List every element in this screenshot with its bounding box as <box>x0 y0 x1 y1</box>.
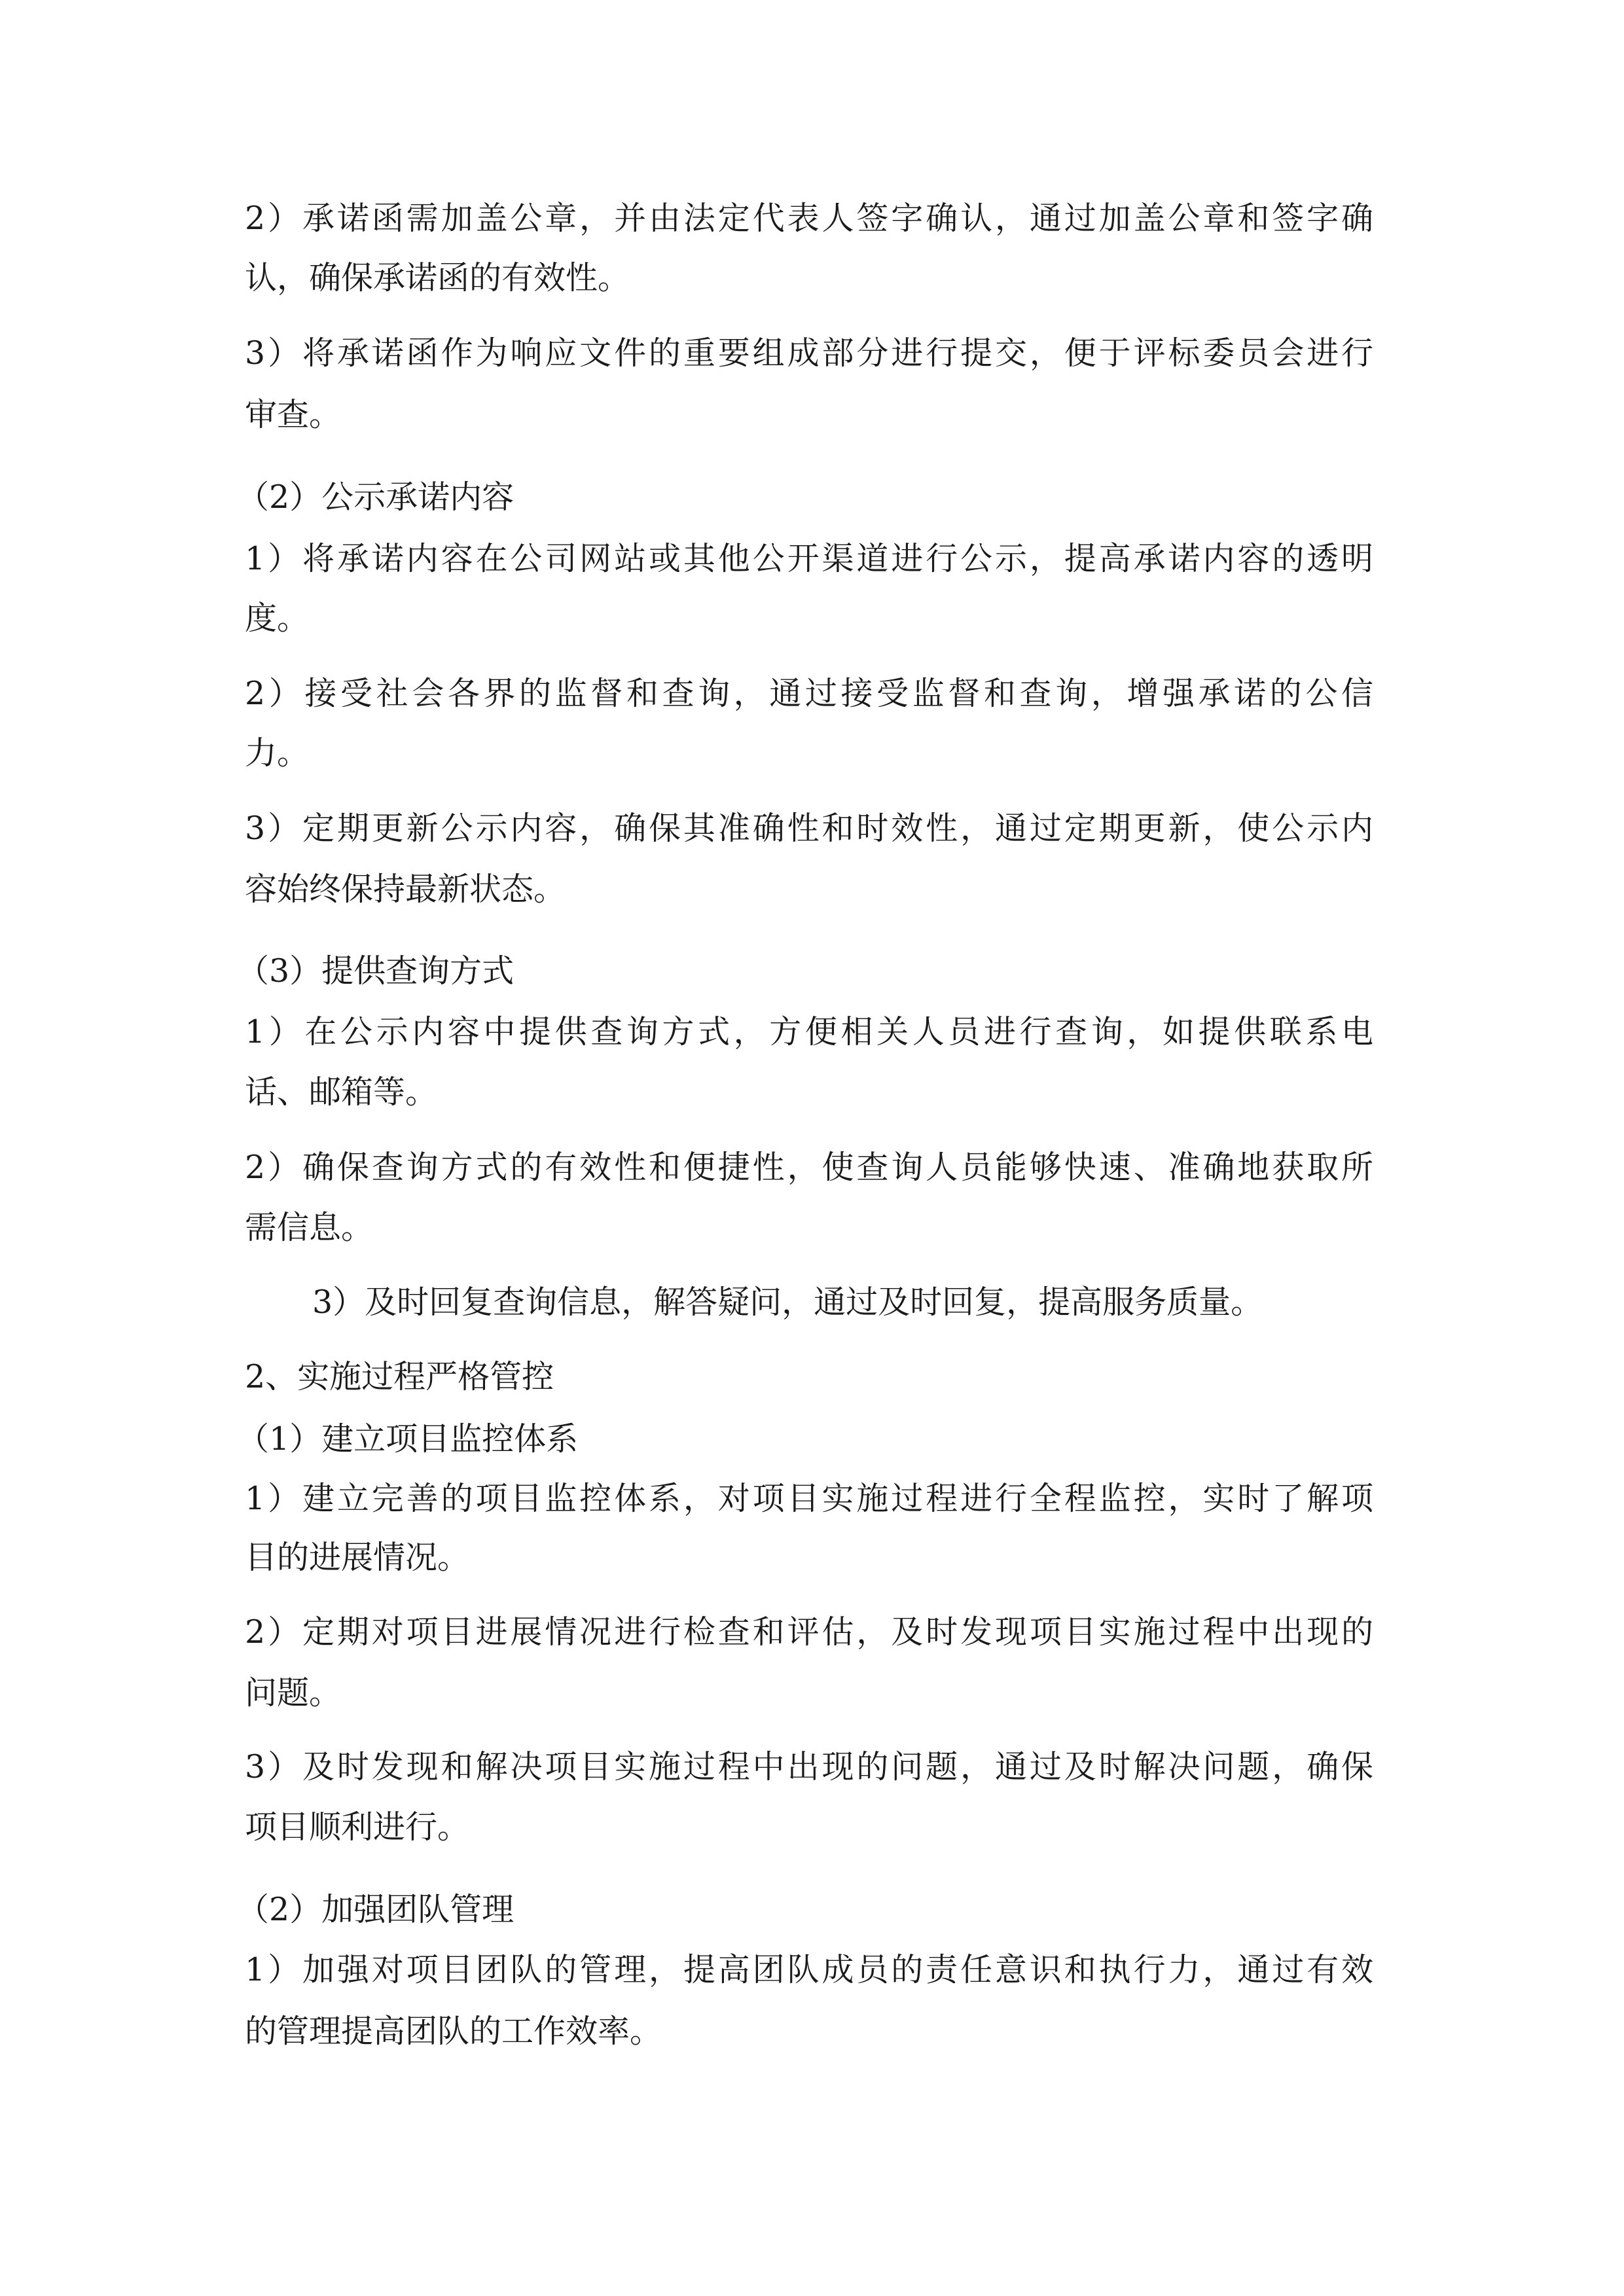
paragraph-line: 3）定期更新公示内容，确保其准确性和时效性，通过定期更新，使公示内 <box>245 810 1373 847</box>
paragraph-line: 容始终保持最新状态。 <box>245 870 566 908</box>
paragraph-line: 2）确保查询方式的有效性和便捷性，使查询人员能够快速、准确地获取所 <box>245 1149 1373 1186</box>
paragraph-line: 度。 <box>245 600 310 637</box>
paragraph-line: 1）将承诺内容在公司网站或其他公开渠道进行公示，提高承诺内容的透明 <box>245 540 1373 577</box>
paragraph-line: 1）在公示内容中提供查询方式，方便相关人员进行查询，如提供联系电 <box>245 1013 1373 1050</box>
paragraph-line: 话、邮箱等。 <box>245 1073 438 1111</box>
subsection-heading: （2）加强团队管理 <box>237 1891 514 1928</box>
section-heading: 2、实施过程严格管控 <box>245 1358 554 1395</box>
paragraph-line: 需信息。 <box>245 1209 374 1246</box>
paragraph-line: 3）及时回复查询信息，解答疑问，通过及时回复，提高服务质量。 <box>312 1283 1263 1321</box>
paragraph-line: 项目顺利进行。 <box>245 1808 470 1846</box>
paragraph-line: 1）加强对项目团队的管理，提高团队成员的责任意识和执行力，通过有效 <box>245 1951 1373 1988</box>
paragraph-line: 1）建立完善的项目监控体系，对项目实施过程进行全程监控，实时了解项 <box>245 1480 1373 1517</box>
paragraph-line: 2）承诺函需加盖公章，并由法定代表人签字确认，通过加盖公章和签字确 <box>245 200 1373 237</box>
paragraph-line: 问题。 <box>245 1674 342 1712</box>
paragraph-line: 3）将承诺函作为响应文件的重要组成部分进行提交，便于评标委员会进行 <box>245 334 1373 372</box>
paragraph-line: 2）定期对项目进展情况进行检查和评估，及时发现项目实施过程中出现的 <box>245 1613 1373 1651</box>
paragraph-line: 审查。 <box>245 396 342 433</box>
paragraph-line: 力。 <box>245 734 310 772</box>
paragraph-line: 2）接受社会各界的监督和查询，通过接受监督和查询，增强承诺的公信 <box>245 675 1373 712</box>
subsection-heading: （2）公示承诺内容 <box>237 478 514 516</box>
subsection-heading: （1）建立项目监控体系 <box>237 1420 579 1458</box>
paragraph-line: 认，确保承诺函的有效性。 <box>245 259 630 296</box>
paragraph-line: 目的进展情况。 <box>245 1539 470 1576</box>
subsection-heading: （3）提供查询方式 <box>237 952 514 990</box>
paragraph-line: 的管理提高团队的工作效率。 <box>245 2013 662 2050</box>
paragraph-line: 3）及时发现和解决项目实施过程中出现的问题，通过及时解决问题，确保 <box>245 1748 1373 1785</box>
